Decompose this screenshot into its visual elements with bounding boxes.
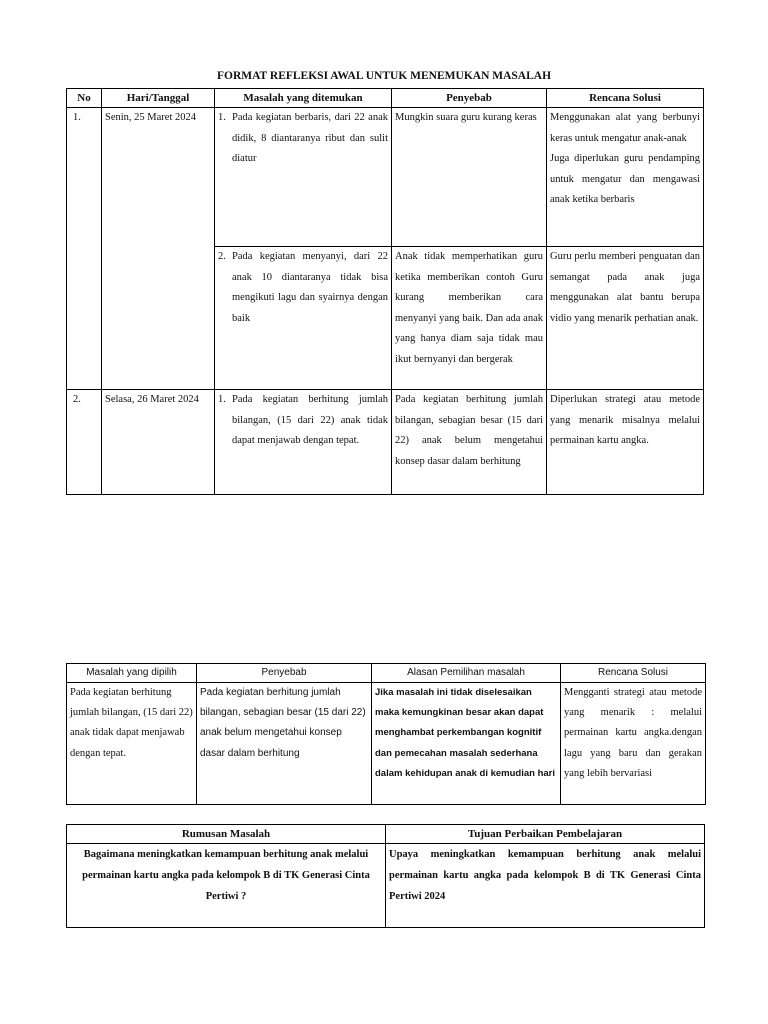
solusi-text-2: Juga diperlukan guru pendamping untuk mengatur dan mengawasi anak ketika berbaris	[550, 153, 700, 206]
penyebab-cell: Pada kegiatan berhitung jumlah bilangan, sebagian besar (15 dari 22) anak belum mengetahui konsep dasar dalam berhitung	[392, 390, 547, 495]
table-header-row	[67, 89, 704, 108]
reflection-table	[66, 88, 704, 495]
header-rumusan: Rumusan Masalah	[67, 825, 386, 844]
masalah-cell: Pada kegiatan berhitung jumlah bilangan, (15 dari 22) anak tidak dapat menjawab dengan tepat.	[67, 683, 197, 805]
masalah-cell	[215, 108, 392, 247]
header-date: Hari/Tanggal	[102, 89, 215, 108]
alasan-cell: Jika masalah ini tidak diselesaikan maka kemungkinan besar akan dapat menghambat perkembangan kognitif dan pemecahan masalah sederhana dalam kehidupan anak di kemudian hari	[372, 683, 561, 805]
problem-selection-table	[66, 663, 706, 805]
solusi-cell: Guru perlu memberi penguatan dan semangat pada anak juga menggunakan alat bantu berupa vidio yang menarik perhatian anak.	[547, 247, 704, 390]
masalah-cell	[215, 247, 392, 390]
penyebab-cell: Anak tidak memperhatikan guru ketika memberikan contoh Guru kurang memberikan cara menyanyi yang baik. Dan ada anak yang hanya diam saja tidak mau ikut bernyanyi dan bergerak	[392, 247, 547, 390]
solusi-cell	[547, 108, 704, 247]
masalah-text: Pada kegiatan berhitung jumlah bilangan, (15 dari 22) anak tidak dapat menjawab dengan tepat.	[232, 394, 388, 447]
header-solusi: Rencana Solusi	[561, 664, 706, 683]
solusi-cell: Mengganti strategi atau metode yang menarik : melalui permainan kartu angka.dengan lagu yang baru dan gerakan yang lebih bervariasi	[561, 683, 706, 805]
tujuan-cell: Upaya meningkatkan kemampuan berhitung anak melalui permainan kartu angka pada kelompok B di TK Generasi Cinta Pertiwi 2024	[386, 844, 705, 928]
item-number: 1.	[218, 394, 226, 405]
header-alasan: Alasan Pemilihan masalah	[372, 664, 561, 683]
page-title: FORMAT REFLEKSI AWAL UNTUK MENEMUKAN MASALAH	[216, 70, 552, 82]
table-row	[67, 844, 705, 928]
row-number: 1.	[67, 108, 102, 390]
item-number: 1.	[218, 112, 226, 123]
masalah-cell	[215, 390, 392, 495]
penyebab-cell: Mungkin suara guru kurang keras	[392, 108, 547, 247]
table-row	[67, 683, 706, 805]
table-header-row	[67, 664, 706, 683]
masalah-text: Pada kegiatan berbaris, dari 22 anak didik, 8 diantaranya ribut dan sulit diatur	[232, 112, 388, 165]
problem-formulation-table	[66, 824, 705, 928]
header-penyebab: Penyebab	[197, 664, 372, 683]
rumusan-cell: Bagaimana meningkatkan kemampuan berhitung anak melalui permainan kartu angka pada kelompok B di TK Generasi Cinta Pertiwi ?	[67, 844, 386, 928]
header-tujuan: Tujuan Perbaikan Pembelajaran	[386, 825, 705, 844]
masalah-text: Pada kegiatan menyanyi, dari 22 anak 10 diantaranya tidak bisa mengikuti lagu dan syairnya dengan baik	[232, 251, 388, 324]
header-penyebab: Penyebab	[392, 89, 547, 108]
header-solusi: Rencana Solusi	[547, 89, 704, 108]
solusi-cell: Diperlukan strategi atau metode yang menarik misalnya melalui permainan kartu angka.	[547, 390, 704, 495]
row-number: 2.	[67, 390, 102, 495]
table-header-row	[67, 825, 705, 844]
table-row	[67, 108, 704, 247]
item-number: 2.	[218, 251, 226, 262]
header-masalah-dipilih: Masalah yang dipilih	[67, 664, 197, 683]
header-masalah: Masalah yang ditemukan	[215, 89, 392, 108]
header-no: No	[67, 89, 102, 108]
row-date: Senin, 25 Maret 2024	[102, 108, 215, 390]
row-date: Selasa, 26 Maret 2024	[102, 390, 215, 495]
solusi-text: Menggunakan alat yang berbunyi keras untuk mengatur anak-anak	[550, 112, 700, 144]
penyebab-cell: Pada kegiatan berhitung jumlah bilangan, sebagian besar (15 dari 22) anak belum mengetahui konsep dasar dalam berhitung	[197, 683, 372, 805]
table-row	[67, 390, 704, 495]
